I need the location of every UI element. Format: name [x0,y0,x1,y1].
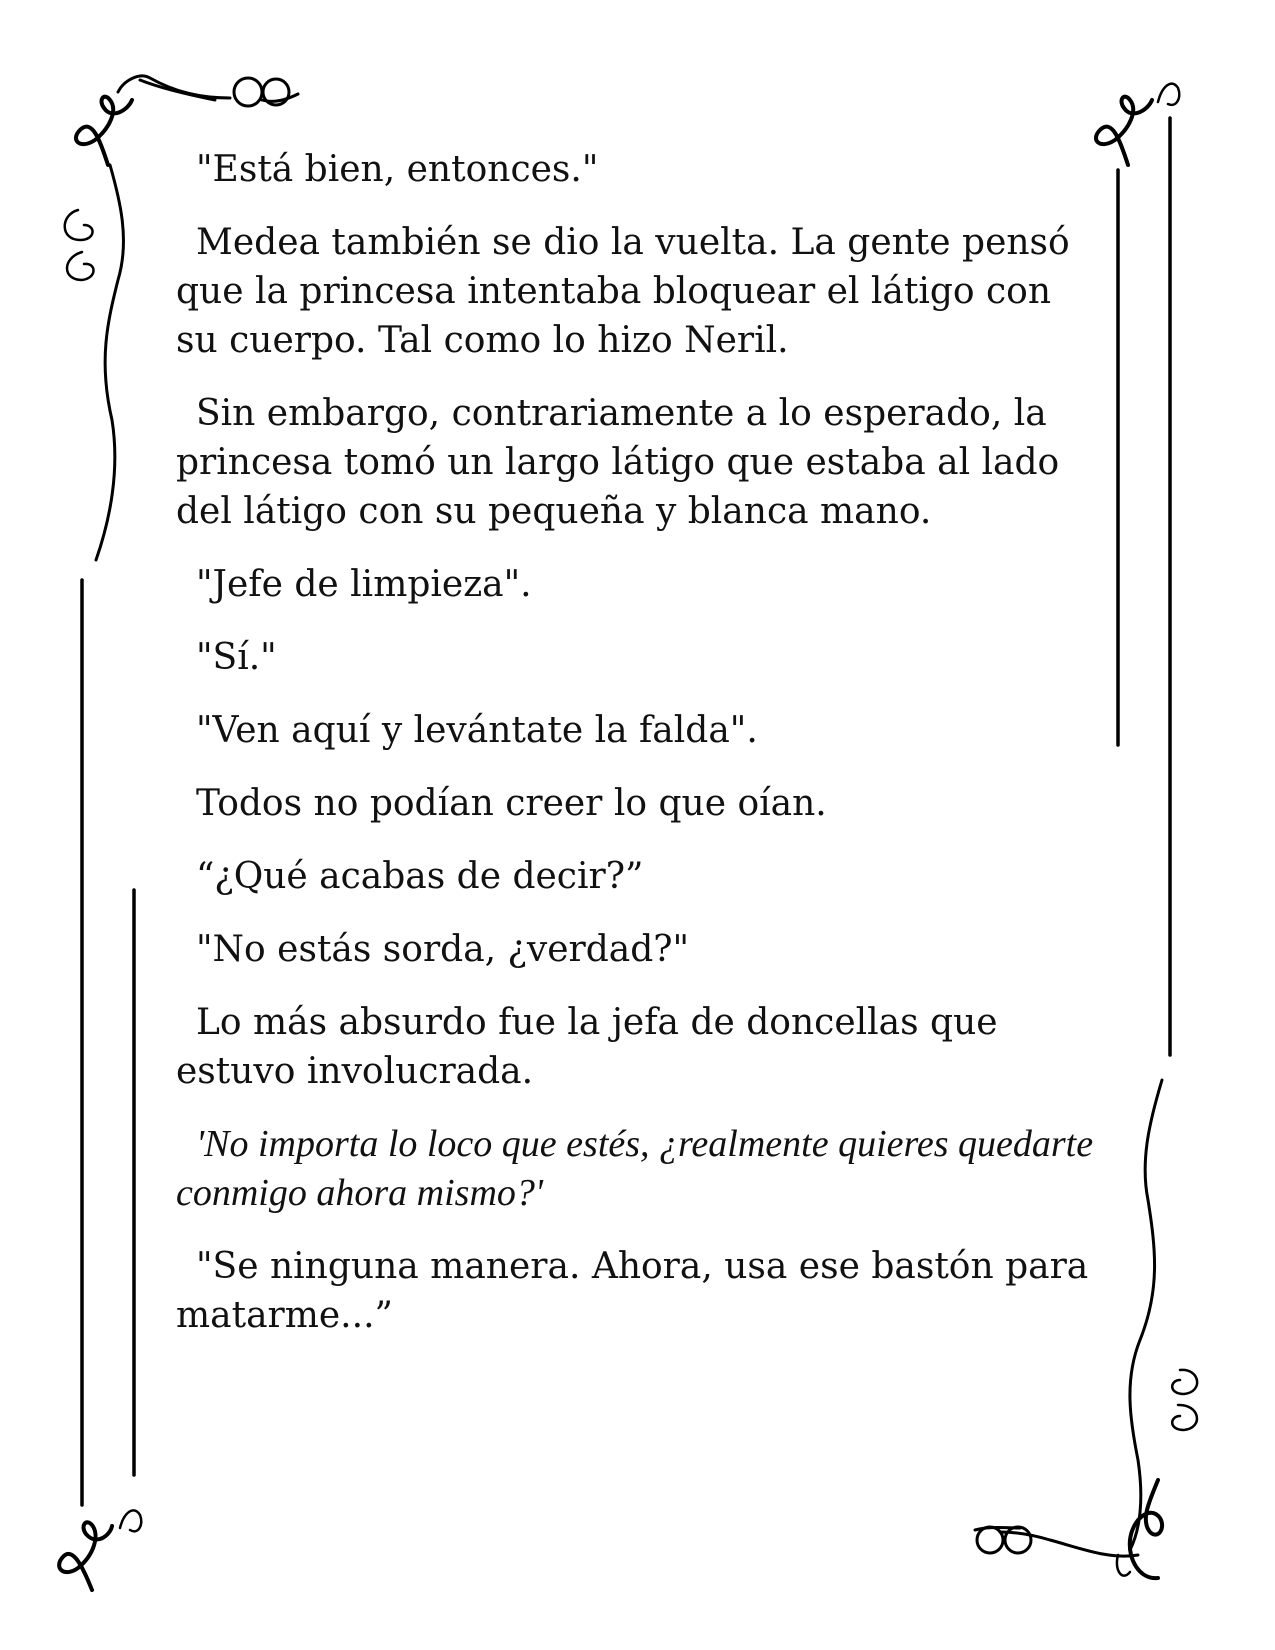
paragraph: "No estás sorda, ¿verdad?" [196,929,690,970]
paragraph: "Se ninguna manera. Ahora, usa ese bastón para matarme...” [176,1246,1089,1336]
flourish-top-left-loop1 [234,78,262,106]
flourish-bottom-left-curl [120,1510,141,1531]
flourish-bottom-left [59,1522,112,1590]
vine-right-curl2 [1172,1405,1197,1430]
flourish-top-left [76,97,132,165]
paragraph: Sin embargo, contrariamente a lo esperado, la princesa tomó un largo látigo que estaba al lado del látigo con su pequeña y blanca mano. [176,393,1060,532]
flourish-bottom-right-loop2 [977,1527,1003,1553]
flourish-bottom-right-hook [1117,1555,1130,1576]
vine-left-curl2 [67,252,94,280]
flourish-bottom-right-loop1 [1005,1527,1031,1553]
paragraph: "Jefe de limpieza". [196,564,532,605]
document-body [176,145,1096,1364]
paragraph: "Ven aquí y levántate la falda". [196,710,758,751]
paragraph: Medea también se dio la vuelta. La gente pensó que la princesa intentaba bloquear el látigo con su cuerpo. Tal como lo hizo Neril. [176,222,1070,361]
paragraph: “¿Qué acabas de decir?” [196,856,644,897]
flourish-top-left-tail [262,94,298,101]
paragraph: "Está bien, entonces." [196,149,599,190]
paragraph: Lo más absurdo fue la jefa de doncellas que estuvo involucrada. [176,1002,998,1092]
flourish-bottom-right [1130,1480,1162,1578]
flourish-top-right [1096,97,1152,165]
flourish-top-left-curl [118,76,230,98]
vine-right-curl [1172,1370,1197,1394]
flourish-top-right-curl [1158,84,1179,105]
vine-left-upper [96,165,123,560]
vine-left-curl [65,210,93,240]
paragraph: "Sí." [196,637,277,678]
paragraph: 'No importa lo loco que estés, ¿realmente quieres quedarte conmigo ahora mismo?' [176,1123,1094,1214]
paragraph: Todos no podían creer lo que oían. [196,783,827,824]
